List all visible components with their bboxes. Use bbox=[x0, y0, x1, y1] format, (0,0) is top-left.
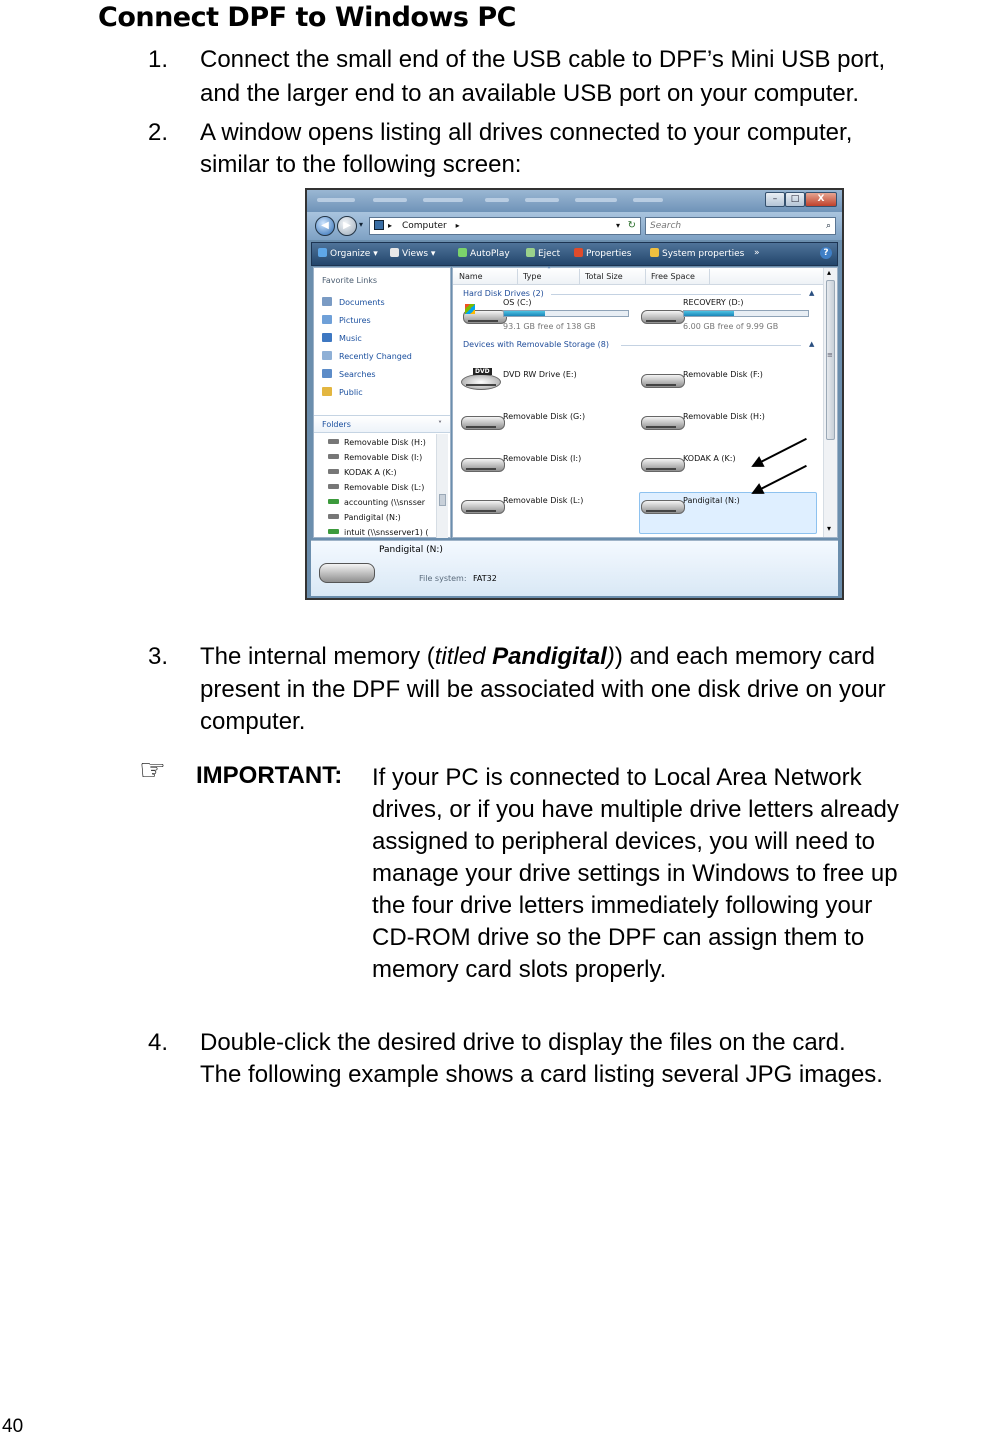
navigation-pane bbox=[313, 267, 451, 538]
note-line: assigned to peripheral devices, you will need to bbox=[372, 828, 875, 855]
breadcrumb-computer[interactable]: Computer bbox=[402, 221, 447, 231]
removable-disk-icon[interactable] bbox=[461, 500, 505, 514]
minimize-button[interactable]: – bbox=[765, 192, 785, 207]
favorite-link-music[interactable]: Music bbox=[322, 333, 362, 343]
folders-header[interactable]: Folders ˅ bbox=[314, 415, 450, 433]
drive-name[interactable]: Removable Disk (F:) bbox=[683, 370, 763, 379]
step-text: A window opens listing all drives connected to your computer, bbox=[200, 119, 853, 146]
views-button[interactable]: Views ▾ bbox=[390, 248, 435, 259]
page-number: 40 bbox=[2, 1416, 24, 1437]
properties-check-icon bbox=[574, 248, 583, 257]
autoplay-button[interactable]: AutoPlay bbox=[458, 248, 510, 259]
note-line: CD-ROM drive so the DPF can assign them to bbox=[372, 924, 865, 951]
collapse-group-icon[interactable]: ▲ bbox=[809, 340, 815, 348]
details-fs-value: FAT32 bbox=[473, 574, 497, 583]
help-icon[interactable]: ? bbox=[820, 247, 832, 259]
details-drive-icon bbox=[319, 563, 375, 583]
properties-button[interactable]: Properties bbox=[574, 248, 631, 259]
group-hard-disk-drives[interactable]: Hard Disk Drives (2) bbox=[463, 289, 544, 298]
drive-icon bbox=[328, 454, 339, 459]
details-drive-name: Pandigital (N:) bbox=[379, 545, 443, 555]
public-folder-icon bbox=[322, 387, 332, 396]
step-2 bbox=[148, 117, 993, 181]
folder-tree-item[interactable]: KODAK A (K:) bbox=[328, 468, 397, 477]
step-4 bbox=[148, 1027, 993, 1091]
drive-name[interactable]: RECOVERY (D:) bbox=[683, 298, 744, 307]
step-number: 3. bbox=[148, 643, 169, 670]
system-properties-button[interactable]: System properties bbox=[650, 248, 744, 259]
command-toolbar bbox=[311, 242, 838, 266]
favorite-link-recently-changed[interactable]: Recently Changed bbox=[322, 351, 412, 361]
scroll-thumb[interactable] bbox=[826, 280, 835, 440]
folders-chevron-icon[interactable]: ˅ bbox=[438, 420, 442, 429]
back-button[interactable]: ◀ bbox=[315, 216, 335, 236]
more-commands-icon[interactable]: » bbox=[754, 248, 760, 258]
note-line: drives, or if you have multiple drive letters already bbox=[372, 796, 899, 823]
forward-button[interactable]: ▶ bbox=[337, 216, 357, 236]
folder-tree-item[interactable]: intuit (\\snsserver1) ( bbox=[328, 528, 429, 537]
explorer-screenshot bbox=[305, 188, 844, 600]
searches-icon bbox=[322, 369, 332, 378]
organize-button[interactable]: Organize ▾ bbox=[318, 248, 378, 259]
address-bar[interactable] bbox=[369, 217, 641, 235]
sort-arrow-icon: ˄ bbox=[547, 266, 551, 275]
breadcrumb-root-chevron-icon[interactable]: ▸ bbox=[388, 221, 393, 230]
drive-name[interactable]: OS (C:) bbox=[503, 298, 532, 307]
drive-usage-fill bbox=[684, 311, 734, 316]
drive-name[interactable]: Removable Disk (G:) bbox=[503, 412, 586, 421]
removable-disk-icon[interactable] bbox=[641, 374, 685, 388]
favorite-link-public[interactable]: Public bbox=[322, 387, 363, 397]
drive-name-pandigital[interactable]: Pandigital (N:) bbox=[683, 496, 740, 505]
column-header-row bbox=[453, 268, 823, 285]
drive-usage-bar bbox=[683, 310, 809, 317]
computer-icon bbox=[374, 220, 384, 230]
scroll-down-icon[interactable]: ▾ bbox=[827, 524, 832, 533]
scroll-up-icon[interactable]: ▴ bbox=[827, 268, 832, 277]
step-1 bbox=[148, 44, 993, 108]
drive-name[interactable]: Removable Disk (I:) bbox=[503, 454, 582, 463]
removable-disk-icon[interactable] bbox=[641, 416, 685, 430]
maximize-button[interactable]: □ bbox=[785, 192, 805, 207]
note-line: memory card slots properly. bbox=[372, 956, 667, 983]
step-text: The internal memory (titled Pandigital)) and each memory card bbox=[200, 643, 875, 670]
folder-tree-item[interactable]: Removable Disk (I:) bbox=[328, 453, 422, 462]
search-icon[interactable]: ⌕ bbox=[825, 221, 831, 231]
autoplay-icon bbox=[458, 248, 467, 257]
drive-free-space: 93.1 GB free of 138 GB bbox=[503, 322, 596, 331]
dvd-drive-icon[interactable] bbox=[461, 374, 501, 390]
step-text: Double-click the desired drive to display the files on the card. bbox=[200, 1029, 846, 1056]
scroll-grip-icon: ≡ bbox=[827, 351, 833, 359]
drive-icon bbox=[328, 439, 339, 444]
folder-tree-item[interactable]: Pandigital (N:) bbox=[328, 513, 401, 522]
step-number: 4. bbox=[148, 1029, 169, 1056]
pictures-icon bbox=[322, 315, 332, 324]
pointing-hand-icon: ☞ bbox=[139, 753, 166, 788]
column-type[interactable]: Type bbox=[523, 272, 542, 281]
removable-disk-icon[interactable] bbox=[461, 416, 505, 430]
documents-icon bbox=[322, 297, 332, 306]
step-text: Connect the small end of the USB cable to DPF’s Mini USB port, bbox=[200, 46, 886, 73]
important-note bbox=[372, 762, 992, 986]
column-name[interactable]: Name bbox=[459, 272, 483, 281]
address-row bbox=[307, 212, 842, 240]
step-number: 2. bbox=[148, 119, 169, 146]
column-free-space[interactable]: Free Space bbox=[651, 272, 695, 281]
drive-name[interactable]: DVD RW Drive (E:) bbox=[503, 370, 577, 379]
removable-disk-icon[interactable] bbox=[461, 458, 505, 472]
history-dropdown-icon[interactable]: ▾ bbox=[359, 220, 364, 229]
drive-name[interactable]: Removable Disk (H:) bbox=[683, 412, 765, 421]
drive-usage-fill bbox=[504, 311, 545, 316]
collapse-group-icon[interactable]: ▲ bbox=[809, 289, 815, 297]
details-fs-label: File system: bbox=[419, 574, 467, 583]
important-label: IMPORTANT: bbox=[196, 762, 343, 789]
favorite-link-documents[interactable]: Documents bbox=[322, 297, 385, 307]
content-scrollbar[interactable] bbox=[823, 268, 837, 537]
column-total-size[interactable]: Total Size bbox=[585, 272, 623, 281]
close-button[interactable]: X bbox=[805, 192, 837, 207]
dvd-badge: DVD bbox=[475, 368, 490, 375]
recovery-drive-icon[interactable] bbox=[641, 310, 685, 324]
removable-disk-icon[interactable] bbox=[641, 458, 685, 472]
folder-tree-scroll-thumb[interactable] bbox=[439, 494, 446, 506]
network-drive-icon bbox=[328, 529, 339, 534]
refresh-icon[interactable]: ↻ bbox=[627, 220, 636, 231]
step-text: computer. bbox=[200, 708, 306, 735]
step-3 bbox=[148, 641, 993, 737]
search-placeholder: Search bbox=[650, 221, 682, 231]
drive-name[interactable]: Removable Disk (L:) bbox=[503, 496, 584, 505]
step-text: similar to the following screen: bbox=[200, 151, 522, 178]
folder-tree-item[interactable]: accounting (\\snsser bbox=[328, 498, 425, 507]
eject-icon bbox=[526, 248, 535, 257]
breadcrumb-chevron-icon[interactable]: ▸ bbox=[455, 221, 460, 230]
network-drive-icon bbox=[328, 499, 339, 504]
drive-icon bbox=[328, 469, 339, 474]
eject-button[interactable]: Eject bbox=[526, 248, 560, 259]
folder-tree-scrollbar[interactable] bbox=[436, 434, 448, 538]
favorite-link-pictures[interactable]: Pictures bbox=[322, 315, 371, 325]
drive-free-space: 6.00 GB free of 9.99 GB bbox=[683, 322, 779, 331]
search-input[interactable] bbox=[645, 217, 836, 235]
details-pane bbox=[311, 540, 838, 596]
recently-changed-icon bbox=[322, 351, 332, 360]
pandigital-drive-icon[interactable] bbox=[641, 500, 685, 514]
group-removable-storage[interactable]: Devices with Removable Storage (8) bbox=[463, 340, 609, 349]
windows-logo-icon bbox=[465, 304, 475, 314]
folder-tree-item[interactable]: Removable Disk (L:) bbox=[328, 483, 424, 492]
drive-icon bbox=[328, 484, 339, 489]
step-number: 1. bbox=[148, 46, 169, 73]
step-text: present in the DPF will be associated with one disk drive on your bbox=[200, 676, 886, 703]
music-icon bbox=[322, 333, 332, 342]
step-text: and the larger end to an available USB port on your computer. bbox=[200, 80, 860, 107]
favorite-link-searches[interactable]: Searches bbox=[322, 369, 376, 379]
step-text: The following example shows a card listing several JPG images. bbox=[200, 1061, 883, 1088]
organize-icon bbox=[318, 248, 327, 257]
title-bar bbox=[307, 190, 842, 212]
note-line: If your PC is connected to Local Area Network bbox=[372, 764, 862, 791]
system-properties-icon bbox=[650, 248, 659, 257]
drive-list-pane bbox=[452, 267, 838, 538]
folder-tree-item[interactable]: Removable Disk (H:) bbox=[328, 438, 426, 447]
views-icon bbox=[390, 248, 399, 257]
page-heading: Connect DPF to Windows PC bbox=[98, 2, 516, 33]
drive-name[interactable]: KODAK A (K:) bbox=[683, 454, 736, 463]
note-line: manage your drive settings in Windows to free up bbox=[372, 860, 898, 887]
favorite-links-title: Favorite Links bbox=[322, 276, 378, 285]
drive-icon bbox=[328, 514, 339, 519]
address-dropdown-icon[interactable]: ▾ bbox=[615, 221, 620, 230]
note-line: the four drive letters immediately following your bbox=[372, 892, 873, 919]
drive-usage-bar bbox=[503, 310, 629, 317]
